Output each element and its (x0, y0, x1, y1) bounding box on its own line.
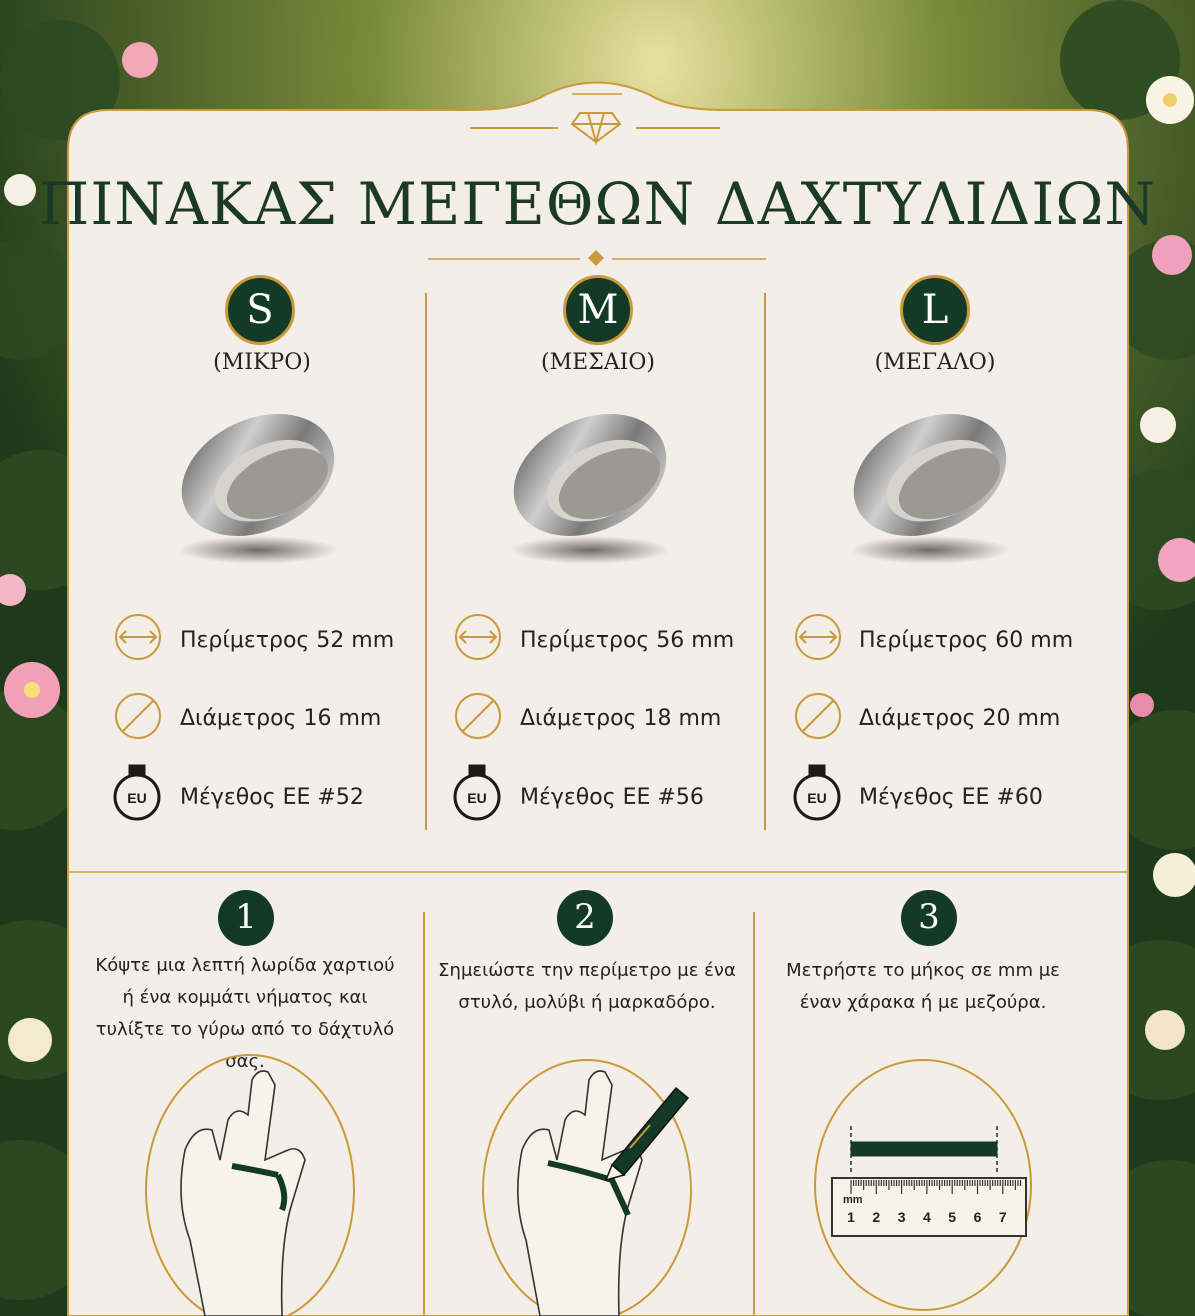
eu-size-value: Μέγεθος ΕΕ #60 (859, 785, 1043, 810)
perimeter-value: Περίμετρος 60 mm (859, 628, 1074, 653)
ruler-icon (832, 1178, 1026, 1236)
diameter-value: Διάμετρος 16 mm (180, 706, 382, 731)
hand-marking-icon (518, 1071, 642, 1316)
diameter-value: Διάμετρος 18 mm (520, 706, 722, 731)
ruler-label: 7 (998, 1209, 1007, 1225)
step-instruction: Μετρήστε το μήκος σε mm με έναν χάρακα ή με μεζούρα. (786, 960, 1060, 1013)
eu-label: EU (467, 790, 487, 806)
eu-size-value: Μέγεθος ΕΕ #56 (520, 785, 704, 810)
size-name: (ΜΕΓΑΛΟ) (874, 350, 996, 375)
eu-label: EU (807, 790, 827, 806)
page-title: ΠΙΝΑΚΑΣ ΜΕΓΕΘΩΝ ΔΑΧΤΥΛΙΔΙΩΝ (38, 170, 1157, 238)
ruler-label: 1 (847, 1209, 855, 1225)
ruler-label: 3 (897, 1209, 906, 1225)
diameter-value: Διάμετρος 20 mm (859, 706, 1061, 731)
size-badge: L (900, 275, 970, 345)
step-number: 3 (901, 890, 957, 946)
pen-icon (606, 1088, 688, 1180)
eu-label: EU (127, 790, 147, 806)
size-badge: S (225, 275, 295, 345)
ruler-label: 2 (872, 1209, 881, 1225)
ruler-label: 4 (923, 1209, 931, 1225)
step-number: 2 (557, 890, 613, 946)
perimeter-value: Περίμετρος 56 mm (520, 628, 735, 653)
step-instruction: Σημειώστε την περίμετρο με ένα στυλό, μολύβι ή μαρκαδόρο. (438, 960, 736, 1013)
size-name: (ΜΕΣΑΙΟ) (541, 350, 655, 375)
size-badge: M (563, 275, 633, 345)
step-number: 1 (218, 890, 274, 946)
eu-size-value: Μέγεθος ΕΕ #52 (180, 785, 364, 810)
size-name: (ΜΙΚΡΟ) (213, 350, 311, 375)
ruler-label: 5 (948, 1209, 957, 1225)
step-instruction: Κόψτε μια λεπτή λωρίδα χαρτιού ή ένα κομμάτι νήματος και τυλίξτε το γύρω από το δάχτυλό σας. (95, 955, 395, 1072)
ruler-label: 6 (973, 1209, 982, 1225)
measured-string (851, 1126, 997, 1175)
perimeter-value: Περίμετρος 52 mm (180, 628, 395, 653)
ruler-unit: mm (843, 1194, 863, 1206)
